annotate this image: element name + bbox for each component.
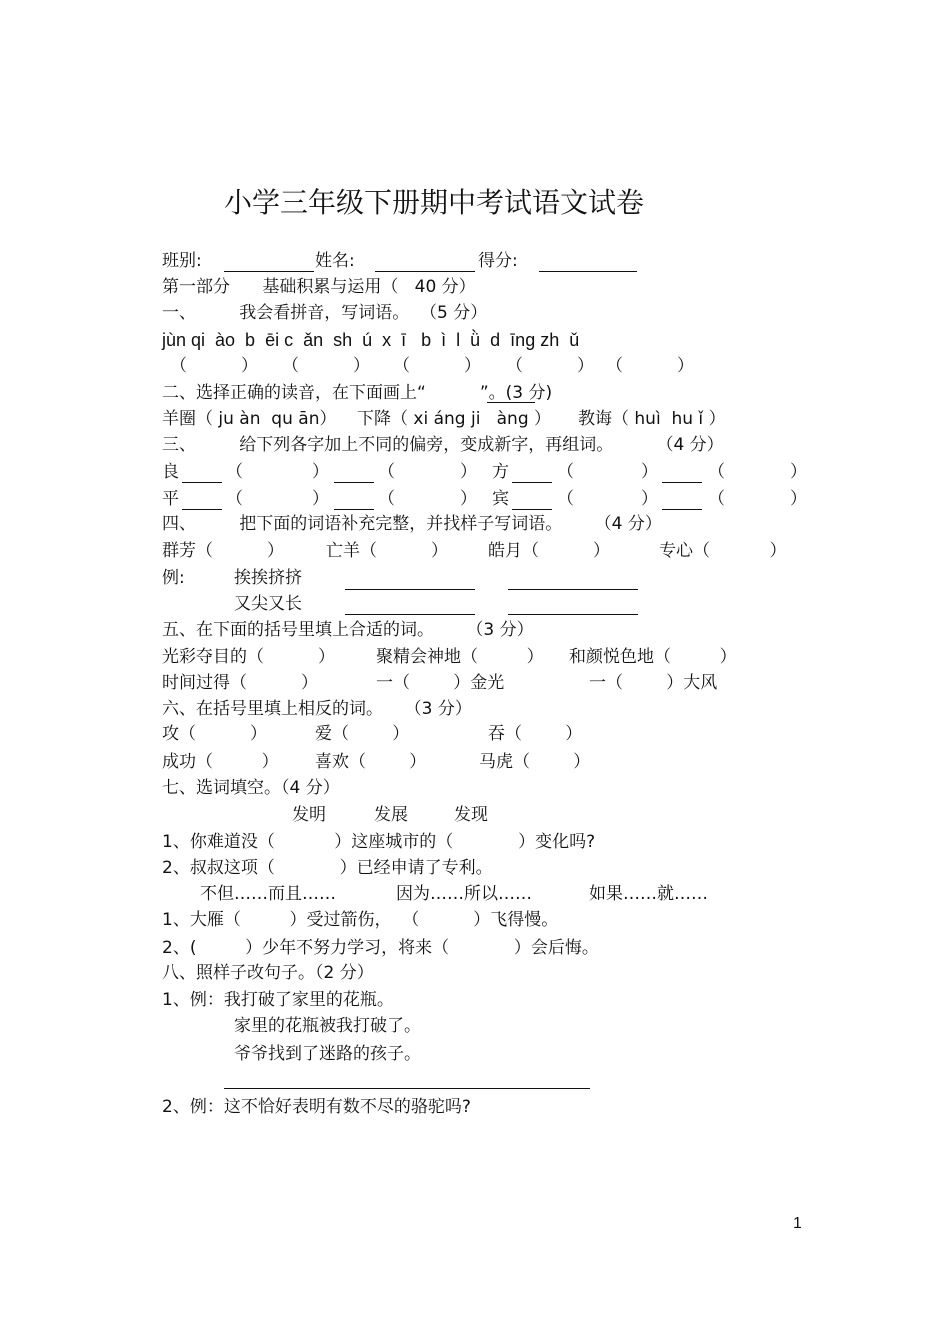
q3-close: ） — [790, 489, 807, 509]
q5-heading: 五、在下面的括号里填上合适的词。 （3 分） — [162, 620, 534, 640]
name-label: 姓名: — [315, 251, 355, 271]
q3-blank — [182, 509, 222, 510]
q1-bracket-5: （ ） — [606, 356, 695, 376]
q3-open: （ — [557, 489, 574, 509]
q3-open: （ — [226, 489, 243, 509]
q7-heading: 七、选词填空。（4 分） — [162, 778, 340, 798]
q5-item-1: 光彩夺目的（ ） — [162, 647, 336, 667]
q4-item-2: 亡羊（ ） — [326, 541, 449, 561]
page-number: 1 — [793, 1215, 802, 1232]
q3-close: ） — [460, 489, 477, 509]
q6-heading: 六、在括号里填上相反的词。 （3 分） — [162, 699, 472, 719]
q4-item-4: 专心（ ） — [659, 541, 787, 561]
q8-sentence-1: 1、例：我打破了家里的花瓶。 — [162, 990, 394, 1010]
q4-heading: 四、 把下面的词语补充完整，并找样子写词语。 （4 分） — [162, 514, 662, 534]
q4-blank — [508, 589, 638, 590]
q1-heading: 一、 我会看拼音，写词语。 （5 分） — [162, 303, 488, 323]
class-blank — [224, 271, 314, 272]
q3-close: ） — [460, 462, 477, 482]
q4-example-1: 挨挨挤挤 — [234, 568, 302, 588]
part1-heading: 第一部分 基础积累与运用（ 40 分） — [162, 277, 476, 297]
name-blank — [375, 271, 475, 272]
q6-item-3: 吞（ ） — [488, 724, 583, 744]
q3-heading: 三、 给下列各字加上不同的偏旁，变成新字，再组词。 （4 分） — [162, 435, 724, 455]
class-label: 班别: — [162, 251, 202, 271]
q3-open: （ — [708, 489, 725, 509]
q8-heading: 八、照样子改句子。（2 分） — [162, 963, 374, 983]
q3-blank — [512, 482, 552, 483]
q5-item-4: 时间过得（ ） — [162, 673, 319, 693]
q7-sentence-1: 1、你难道没（ ）这座城市的（ ）变化吗? — [162, 832, 596, 852]
q3-open: （ — [708, 462, 725, 482]
q3-close: ） — [790, 462, 807, 482]
score-blank — [539, 271, 637, 272]
q3-open: （ — [378, 489, 395, 509]
q4-blank — [345, 614, 475, 615]
q8-answer-blank — [224, 1088, 590, 1089]
q7-conj-1: 不但……而且…… — [200, 884, 336, 904]
q2-item-3: 教诲（ huì hu ǐ ） — [578, 409, 726, 429]
q2-underline-sample — [487, 402, 535, 403]
q1-bracket-3: （ ） — [393, 356, 482, 376]
exam-title: 小学三年级下册期中考试语文试卷 — [224, 186, 645, 219]
q3-char-liang: 良 — [162, 462, 179, 482]
q7-conj-3: 如果……就…… — [589, 884, 708, 904]
q1-bracket-1: （ ） — [170, 356, 259, 376]
q7-word-3: 发现 — [454, 805, 488, 825]
q6-item-2: 爱（ ） — [315, 724, 410, 744]
q7-sentence-4: 2、( ）少年不努力学习，将来（ ）会后悔。 — [162, 938, 599, 958]
q3-blank — [182, 482, 222, 483]
q3-close: ） — [312, 462, 329, 482]
q3-blank — [662, 509, 702, 510]
q3-blank — [334, 482, 374, 483]
q3-char-bin: 宾 — [492, 489, 509, 509]
q3-blank — [512, 509, 552, 510]
q8-sentence-2: 2、例：这不恰好表明有数不尽的骆驼吗? — [162, 1097, 471, 1117]
q1-bracket-4: （ ） — [506, 356, 595, 376]
q4-blank — [508, 614, 638, 615]
q8-sentence-1b: 爷爷找到了迷路的孩子。 — [234, 1044, 421, 1064]
q2-item-1: 羊圈（ ju àn qu ān） — [162, 409, 337, 429]
q7-sentence-2: 2、叔叔这项（ ）已经申请了专利。 — [162, 858, 493, 878]
q3-open: （ — [378, 462, 395, 482]
q3-close: ） — [641, 462, 658, 482]
q3-blank — [662, 482, 702, 483]
q3-close: ） — [641, 489, 658, 509]
q2-heading: 二、选择正确的读音，在下面画上“ ”。(3 分) — [162, 383, 553, 403]
q7-word-1: 发明 — [292, 805, 326, 825]
q5-item-2: 聚精会神地（ ） — [376, 647, 544, 667]
q3-close: ） — [312, 489, 329, 509]
q4-example-label: 例: — [162, 568, 185, 588]
q7-word-2: 发展 — [374, 805, 408, 825]
q8-sentence-1a: 家里的花瓶被我打破了。 — [234, 1016, 421, 1036]
q6-item-1: 攻（ ） — [162, 724, 268, 744]
q4-item-3: 皓月（ ） — [488, 541, 611, 561]
score-label: 得分: — [478, 251, 518, 271]
q6-item-5: 喜欢（ ） — [315, 752, 427, 772]
q3-blank — [334, 509, 374, 510]
q7-conj-2: 因为……所以…… — [396, 884, 532, 904]
q3-char-fang: 方 — [492, 462, 509, 482]
q5-item-5: 一（ ）金光 — [376, 673, 505, 693]
q5-item-6: 一（ ）大风 — [589, 673, 718, 693]
q4-item-1: 群芳（ ） — [162, 541, 285, 561]
q6-item-6: 马虎（ ） — [479, 752, 591, 772]
q2-item-2: 下降（ xi áng ji àng ） — [357, 409, 552, 429]
q6-item-4: 成功（ ） — [162, 752, 279, 772]
q5-item-3: 和颜悦色地（ ） — [569, 647, 737, 667]
q7-sentence-3: 1、大雁（ ）受过箭伤， （ ）飞得慢。 — [162, 910, 559, 930]
q4-blank — [345, 589, 475, 590]
q4-example-2: 又尖又长 — [234, 594, 302, 614]
q3-open: （ — [226, 462, 243, 482]
q1-bracket-2: （ ） — [282, 356, 371, 376]
q3-char-ping: 平 — [162, 489, 179, 509]
q3-open: （ — [557, 462, 574, 482]
q1-pinyin: jùn qi ào b ēi c ǎn sh ú x ī b ì l ǜ d īng zh ǔ — [162, 330, 580, 350]
